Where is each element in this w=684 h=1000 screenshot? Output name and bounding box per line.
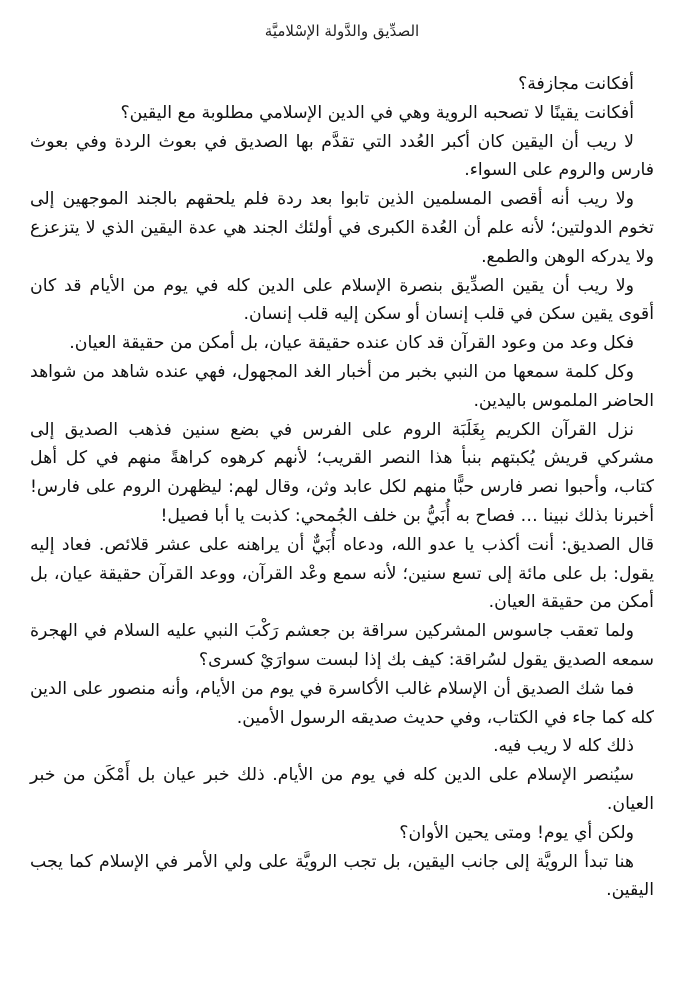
paragraph: فكل وعد من وعود القرآن قد كان عنده حقيقة عيان، بل أمكن من حقيقة العيان. xyxy=(69,333,634,354)
running-header: الصدِّيق والدَّولة الإسْلاميَّة xyxy=(264,22,420,40)
paragraph: أفكانت مجازفة؟ xyxy=(518,74,634,94)
paragraph: هنا تبدأ الرويَّة إلى جانب اليقين، بل تجب الرويَّة على ولي الأمر في الإسلام كما يجب اليقين. xyxy=(30,851,654,901)
paragraph: أفكانت يقينًا لا تصحبه الروية وهي في الدين الإسلامي مطلوبة مع اليقين؟ xyxy=(120,102,634,123)
paragraph: ولما تعقب جاسوس المشركين سراقة بن جعشم رَكْبَ النبي عليه السلام في الهجرة سمعه الصديق يقول لسُراقة: كيف بك إذا لبست سوارَيْ كسرى؟ xyxy=(30,621,654,670)
paragraph: ولكن أي يوم! ومتى يحين الأوان؟ xyxy=(399,822,634,843)
body-text xyxy=(30,70,654,905)
paragraph: سيُنصر الإسلام على الدين كله في يوم من الأيام. ذلك خبر عيان بل أَمْكَن من خبر العيان. xyxy=(30,765,654,814)
paragraph: نزل القرآن الكريم بِغَلَبَة الروم على الفرس في بضع سنين فذهب الصديق إلى مشركي قريش يُكبتهم بنبأ هذا النصر القريب؛ لأنهم كرهوه كراهةً منهم في كل أهل كتاب، وأحبوا نصر فارس حبًّا منهم لكل عابد وثن، وقال لهم: ليظهرن الروم على فارس! أخبرنا بذلك نبينا … فصاح به أُبَيُّ بن خلف الجُمحي: كذبت يا أبا فصيل! xyxy=(30,419,654,526)
paragraph: ولا ريب أن يقين الصدِّيق بنصرة الإسلام على الدين كله في يوم من الأيام قد كان أقوى يقين سكن في قلب إنسان أو سكن إليه قلب إنسان. xyxy=(30,275,654,325)
paragraph: لا ريب أن اليقين كان أكبر العُدد التي تقدَّم بها الصديق في بعوث الردة وفي بعوث فارس والروم على السواء. xyxy=(30,131,654,181)
paragraph: وكل كلمة سمعها من النبي بخبر من أخبار الغد المجهول، فهي عنده شاهد من شواهد الحاضر الملموس باليدين. xyxy=(30,361,654,411)
paragraph: ولا ريب أنه أقصى المسلمين الذين تابوا بعد ردة فلم يلحقهم بالجند الموجهين إلى تخوم الدولتين؛ لأنه علم أن العُدة الكبرى في أولئك الجند هي عدة اليقين الذي لا يتزعزع ولا يدركه الوهن والطمع. xyxy=(30,189,654,267)
paragraph: قال الصديق: أنت أكذب يا عدو الله، ودعاه أُبَيٌّ أن يراهنه على عشر قلائص. فعاد إليه يقول: بل على مائة إلى تسع سنين؛ لأنه سمع وعْد القرآن، ووعد القرآن حقيقة عيان، بل أمكن من حقيقة العيان. xyxy=(30,534,654,613)
paragraph: فما شك الصديق أن الإسلام غالب الأكاسرة في يوم من الأيام، وأنه منصور على الدين كله كما جاء في الكتاب، وفي حديث صديقه الرسول الأمين. xyxy=(30,678,654,728)
paragraph: ذلك كله لا ريب فيه. xyxy=(493,736,634,757)
